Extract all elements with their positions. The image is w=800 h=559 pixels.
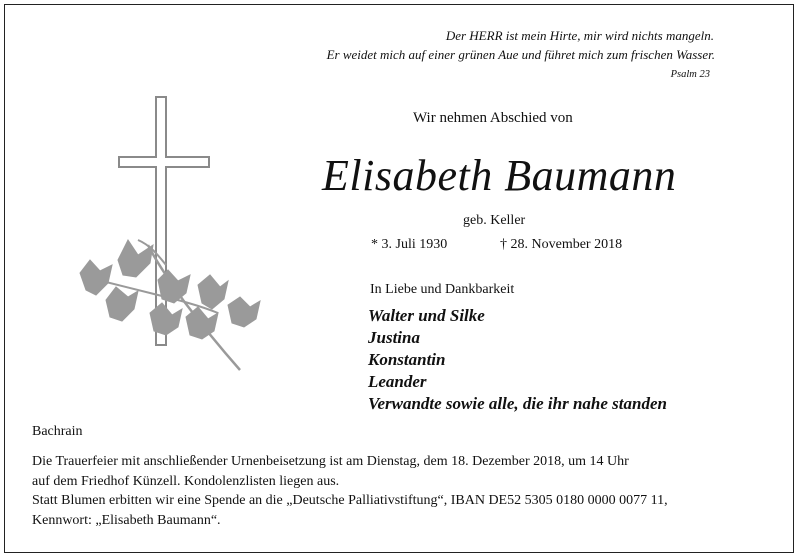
dedication-line: In Liebe und Dankbarkeit (370, 282, 515, 297)
cross-with-ivy-emblem (78, 95, 263, 380)
birth-date: * 3. Juli 1930 (371, 237, 448, 252)
farewell-intro: Wir nehmen Abschied von (413, 110, 573, 126)
deceased-name: Elisabeth Baumann (322, 151, 677, 200)
maiden-name: geb. Keller (463, 213, 526, 228)
mourner-item: Verwandte sowie alle, die ihr nahe standen (368, 394, 667, 413)
mourner-item: Walter und Silke (368, 306, 485, 325)
ivy-leaf-icon (80, 240, 260, 370)
notice-line: Statt Blumen erbitten wir eine Spende an die „Deutsche Palliativstiftung“, IBAN DE52 5305 0180 0000 0077 11, (32, 493, 668, 508)
funeral-notice (32, 452, 668, 530)
psalm-verse-line-2: Er weidet mich auf einer grünen Aue und führet mich zum frischen Wasser. (326, 47, 715, 62)
psalm-verse-line-1: Der HERR ist mein Hirte, mir wird nichts mangeln. (445, 28, 714, 43)
mourners-list (368, 305, 667, 415)
notice-line: Kennwort: „Elisabeth Baumann“. (32, 512, 221, 528)
place-name: Bachrain (32, 424, 83, 439)
mourner-item: Leander (368, 372, 427, 391)
mourner-item: Justina (368, 328, 420, 347)
notice-line: Die Trauerfeier mit anschließender Urnenbeisetzung ist am Dienstag, dem 18. Dezember 2018, um 14 Uhr (32, 454, 629, 469)
mourner-item: Konstantin (368, 350, 446, 369)
death-date: † 28. November 2018 (500, 237, 623, 252)
psalm-reference: Psalm 23 (670, 69, 710, 80)
notice-line: auf dem Friedhof Künzell. Kondolenzlisten liegen aus. (32, 473, 340, 489)
